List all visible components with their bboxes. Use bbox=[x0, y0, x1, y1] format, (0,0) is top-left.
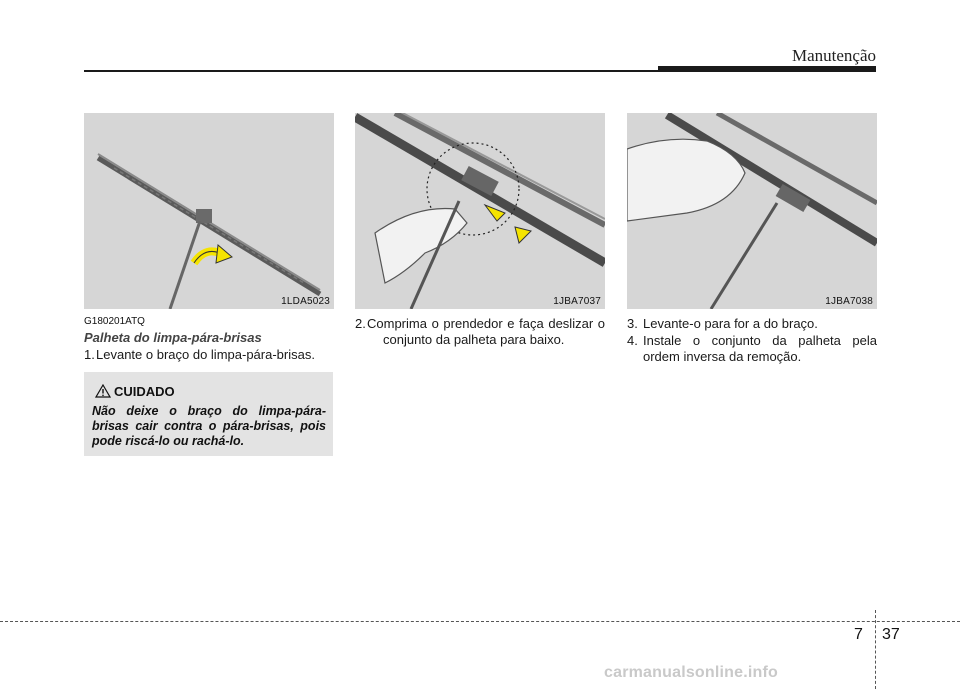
step-text: Levante-o para for a do braço. bbox=[643, 316, 818, 331]
header-rule-thick bbox=[658, 66, 876, 72]
warning-triangle-icon bbox=[95, 384, 111, 398]
caution-text: Não deixe o braço do limpa-pára-brisas cair contra o pára-brisas, pois pode riscá-lo ou rachá-lo. bbox=[92, 404, 326, 448]
chapter-number: 7 bbox=[854, 626, 863, 643]
step-4 bbox=[627, 333, 877, 365]
figure-code: 1JBA7037 bbox=[553, 296, 601, 307]
figure-code: 1LDA5023 bbox=[281, 296, 330, 307]
step-number: 1. bbox=[84, 347, 95, 362]
figure-remove-blade bbox=[627, 113, 877, 309]
step-text: Instale o conjunto da palheta pela ordem inversa da remoção. bbox=[643, 333, 877, 364]
figure-code: 1JBA7038 bbox=[825, 296, 873, 307]
wiper-blade-illustration bbox=[84, 113, 334, 309]
step-number: 3. bbox=[627, 316, 638, 331]
wiper-clip-illustration bbox=[355, 113, 605, 309]
section-title: Manutenção bbox=[791, 46, 876, 65]
header-rule bbox=[84, 70, 674, 72]
step-number: 2. bbox=[355, 316, 366, 331]
watermark: carmanualsonline.info bbox=[604, 664, 779, 681]
section-code: G180201ATQ bbox=[84, 316, 145, 327]
wiper-remove-illustration bbox=[627, 113, 877, 309]
footer-dashed-line bbox=[0, 621, 960, 622]
step-1 bbox=[84, 347, 334, 363]
step-number: 4. bbox=[627, 333, 638, 348]
step-2 bbox=[355, 316, 605, 348]
step-text: Comprima o prendedor e faça deslizar o conjunto da palheta para baixo. bbox=[367, 316, 605, 347]
section-heading: Palheta do limpa-pára-brisas bbox=[84, 330, 262, 345]
step-3 bbox=[627, 316, 877, 332]
footer-dashed-divider bbox=[875, 610, 876, 689]
figure-wiper-arm-lift bbox=[84, 113, 334, 309]
caution-box bbox=[84, 372, 333, 456]
caution-title: CUIDADO bbox=[114, 384, 175, 399]
step-text: Levante o braço do limpa-pára-brisas. bbox=[96, 347, 315, 362]
page-number: 37 bbox=[882, 626, 900, 643]
figure-press-clip bbox=[355, 113, 605, 309]
